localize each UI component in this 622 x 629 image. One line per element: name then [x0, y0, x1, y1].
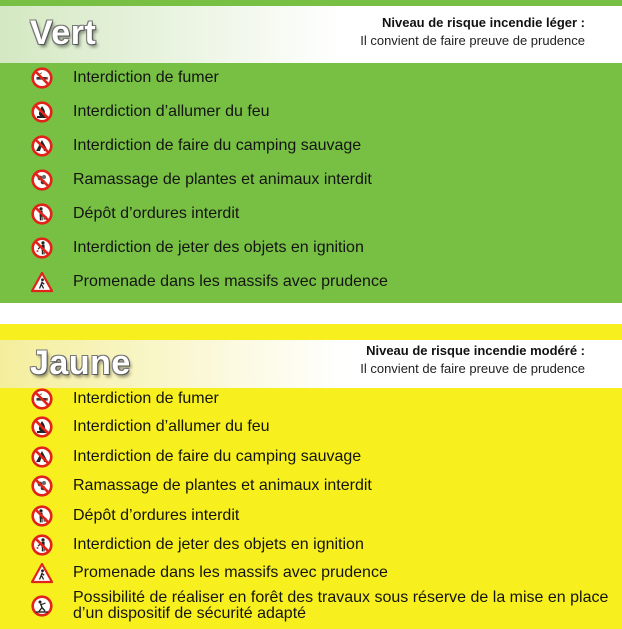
level-name: Jaune: [30, 344, 131, 382]
no-littering-icon: [31, 203, 53, 225]
hiker-warning-icon: [31, 562, 53, 584]
no-throwing-icon: [31, 237, 53, 259]
list-item: [0, 66, 622, 92]
list-item: [0, 561, 622, 587]
rule-label: Interdiction d’allumer du feu: [73, 418, 270, 435]
level-panel-vert: [0, 0, 622, 303]
list-item: [0, 270, 622, 296]
no-picking-icon: [31, 475, 53, 497]
rule-label: Possibilité de réaliser en forêt des travaux sous réserve de la mise en place d’un dispositif de sécurité adapté: [73, 589, 609, 622]
no-picking-icon: [31, 169, 53, 191]
list-item: [0, 236, 622, 262]
risk-level-title: Niveau de risque incendie léger :: [381, 15, 585, 30]
rule-label: Ramassage de plantes et animaux interdit: [73, 477, 372, 494]
list-item: [0, 202, 622, 228]
list-item: [0, 100, 622, 126]
rule-label: Dépôt d’ordures interdit: [73, 507, 240, 524]
level-name: Vert: [30, 14, 97, 52]
risk-level-subtitle: Il convient de faire preuve de prudence: [360, 33, 585, 48]
no-camping-icon: [31, 135, 53, 157]
level-header: [0, 340, 622, 388]
rule-label: Interdiction de fumer: [73, 390, 219, 407]
rule-label: Interdiction de jeter des objets en ignition: [73, 536, 364, 553]
rule-label: Interdiction d’allumer du feu: [73, 103, 270, 120]
hiker-warning-icon: [31, 271, 53, 293]
level-header: [0, 6, 622, 63]
risk-level-title: Niveau de risque incendie modéré :: [366, 343, 585, 358]
rule-label: Interdiction de faire du camping sauvage: [73, 448, 362, 465]
list-item: [0, 474, 622, 500]
rule-label: Interdiction de fumer: [73, 69, 219, 86]
works-allowed-icon: [31, 595, 53, 617]
no-fire-icon: [31, 101, 53, 123]
list-item: [0, 445, 622, 471]
no-smoking-icon: [31, 67, 53, 89]
no-fire-icon: [31, 416, 53, 438]
rule-label: Promenade dans les massifs avec prudence: [73, 564, 388, 581]
no-littering-icon: [31, 505, 53, 527]
list-item: [0, 504, 622, 530]
no-smoking-icon: [31, 388, 53, 410]
list-item: [0, 533, 622, 559]
risk-level-subtitle: Il convient de faire preuve de prudence: [360, 361, 585, 376]
rule-label: Interdiction de faire du camping sauvage: [73, 137, 362, 154]
rule-label: Promenade dans les massifs avec prudence: [73, 273, 388, 290]
list-item: [0, 589, 622, 626]
rule-label: Dépôt d’ordures interdit: [73, 205, 240, 222]
no-throwing-icon: [31, 534, 53, 556]
rule-label: Interdiction de jeter des objets en ignition: [73, 239, 364, 256]
rule-label: Ramassage de plantes et animaux interdit: [73, 171, 372, 188]
list-item: [0, 387, 622, 413]
list-item: [0, 168, 622, 194]
level-panel-jaune: [0, 324, 622, 629]
no-camping-icon: [31, 446, 53, 468]
list-item: [0, 415, 622, 441]
list-item: [0, 134, 622, 160]
